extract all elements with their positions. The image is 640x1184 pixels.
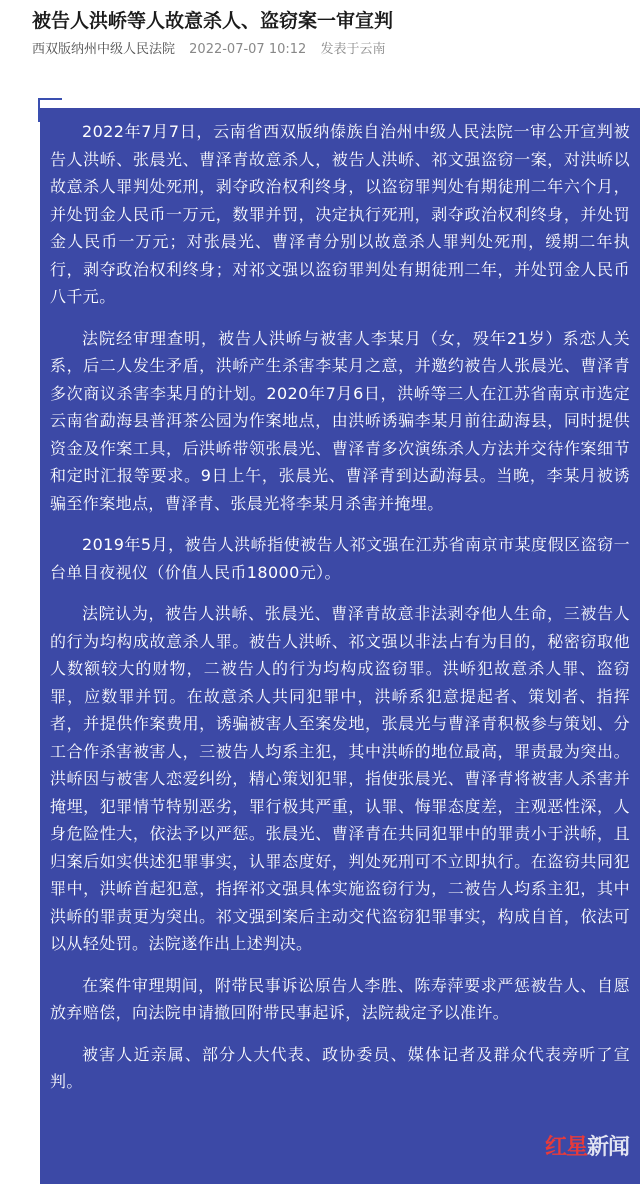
article-meta	[32, 40, 395, 60]
watermark-logo	[542, 1124, 632, 1170]
article-body	[50, 118, 630, 1110]
watermark-part1: 红星	[544, 1134, 587, 1160]
paragraph: 2022年7月7日，云南省西双版纳傣族自治州中级人民法院一审公开宣判被告人洪峤、张晨光、曹泽青故意杀人，被告人洪峤、祁文强盗窃一案，对洪峤以故意杀人罪判处死刑，剥夺政治权利终身，以盗窃罪判处有期徒刑二年六个月，并处罚金人民币一万元，数罪并罚，决定执行死刑，剥夺政治权利终身，并处罚金人民币一万元；对张晨光、曹泽青分别以故意杀人罪判处死刑，缓期二年执行，剥夺政治权利终身；对祁文强以盗窃罪判处有期徒刑二年，并处罚金人民币八千元。	[50, 122, 630, 306]
paragraph: 被害人近亲属、部分人大代表、政协委员、媒体记者及群众代表旁听了宣判。	[50, 1044, 630, 1091]
watermark-part2: 新闻	[587, 1134, 630, 1160]
article-title: 被告人洪峤等人故意杀人、盗窃案一审宣判	[32, 10, 394, 32]
paragraph: 法院认为，被告人洪峤、张晨光、曹泽青故意非法剥夺他人生命，三被告人的行为均构成故意杀人罪。被告人洪峤、祁文强以非法占有为目的，秘密窃取他人数额较大的财物，二被告人的行为均构成盗窃罪。洪峤犯故意杀人罪、盗窃罪，应数罪并罚。在故意杀人共同犯罪中，洪峤系犯意提起者、策划者、指挥者，并提供作案费用，诱骗被害人至案发地，张晨光与曹泽青积极参与策划、分工合作杀害被害人，三被告人均系主犯，其中洪峤的地位最高，罪责最为突出。洪峤因与被害人恋爱纠纷，精心策划犯罪，指使张晨光、曹泽青将被害人杀害并掩埋，犯罪情节特别恶劣，罪行极其严重，认罪、悔罪态度差，主观恶性深，人身危险性大，依法予以严惩。张晨光、曹泽青在共同犯罪中的罪责小于洪峤，且归案后如实供述犯罪事实，认罪态度好，判处死刑可不立即执行。在盗窃共同犯罪中，洪峤首起犯意，指挥祁文强具体实施盗窃行为，二被告人均系主犯，其中洪峤的罪责更为突出。祁文强到案后主动交代盗窃犯罪事实，构成自首，依法可以从轻处罚。法院遂作出上述判决。	[50, 604, 630, 953]
paragraph: 2019年5月，被告人洪峤指使被告人祁文强在江苏省南京市某度假区盗窃一台单目夜视仪（价值人民币18000元）。	[50, 535, 630, 582]
paragraph: 在案件审理期间，附带民事诉讼原告人李胜、陈寿萍要求严惩被告人、自愿放弃赔偿，向法院申请撤回附带民事起诉，法院裁定予以准许。	[50, 975, 630, 1022]
paragraph: 法院经审理查明，被告人洪峤与被害人李某月（女，殁年21岁）系恋人关系，后二人发生矛盾，洪峤产生杀害李某月之意，并邀约被告人张晨光、曹泽青多次商议杀害李某月的计划。2020年7月6日，洪峤等三人在江苏省南京市选定云南省勐海县普洱茶公园为作案地点，由洪峤诱骗李某月前往勐海县，同时提供资金及作案工具，后洪峤带领张晨光、曹泽青多次演练杀人方法并交待作案细节和定时汇报等要求。9日上午，张晨光、曹泽青到达勐海县。当晚，李某月被诱骗至作案地点，曹泽青、张晨光将李某月杀害并掩埋。	[50, 328, 630, 513]
article-location: 发表于云南	[320, 42, 386, 57]
article-source-link[interactable]: 西双版纳州中级人民法院	[32, 42, 176, 57]
article-time: 2022-07-07 10:12	[189, 42, 307, 57]
